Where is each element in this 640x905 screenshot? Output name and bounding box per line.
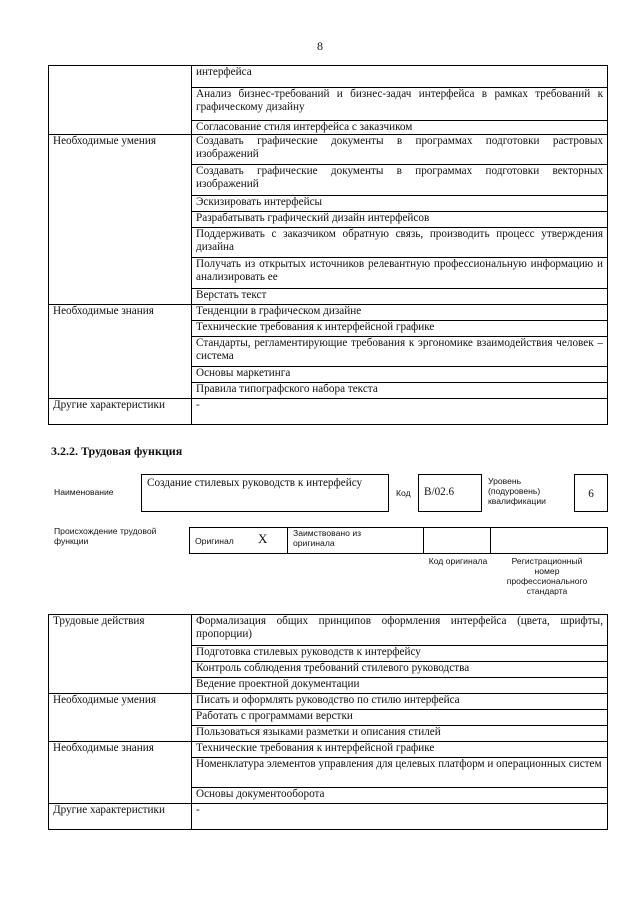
- table-cell: Анализ бизнес-требований и бизнес-задач интерфейса в рамках требований к графическому дизайну: [192, 88, 608, 121]
- level-label: Уровень (подуровень) квалификации: [488, 476, 546, 506]
- table-cell: -: [192, 804, 608, 830]
- code-box: [418, 474, 482, 512]
- row-label: Необходимые умения: [49, 694, 192, 742]
- section-title: 3.2.2. Трудовая функция: [51, 444, 183, 458]
- table-cell: -: [192, 399, 608, 425]
- table-cell: Пользоваться языками разметки и описания стилей: [192, 726, 608, 742]
- table-cell: Создавать графические документы в программах подготовки растровых изображений: [192, 135, 608, 165]
- row-label: Другие характеристики: [49, 399, 192, 425]
- function-name: Создание стилевых руководств к интерфейсу: [147, 477, 363, 489]
- divider: [490, 527, 491, 553]
- table-cell: Контроль соблюдения требований стилевого руководства: [192, 662, 608, 678]
- divider: [287, 527, 288, 553]
- table-cell: Согласование стиля интерфейса с заказчиком: [192, 121, 608, 135]
- table-cell: Получать из открытых источников релевантную профессиональную информацию и анализировать ее: [192, 258, 608, 289]
- level-value: 6: [588, 488, 594, 500]
- original-label: Оригинал: [195, 536, 234, 546]
- code-caption: Код оригинала: [428, 556, 488, 566]
- table-cell: Подготовка стилевых руководств к интерфейсу: [192, 646, 608, 662]
- table-cell: Разрабатывать графический дизайн интерфейсов: [192, 212, 608, 228]
- row-label: Необходимые умения: [49, 135, 192, 305]
- table-cell: интерфейса: [192, 66, 608, 88]
- name-box: [141, 474, 389, 512]
- table-cell: Формализация общих принципов оформления интерфейса (цвета, шрифты, пропорции): [192, 615, 608, 646]
- table-cell: Правила типографского набора текста: [192, 383, 608, 399]
- divider: [423, 527, 424, 553]
- table-cell: Эскизировать интерфейсы: [192, 196, 608, 212]
- registration-caption: Регистрационный номер профессионального стандарта: [506, 556, 588, 596]
- table-cell: Основы документооборота: [192, 788, 608, 804]
- origin-label: Происхождение трудовой функции: [54, 526, 157, 546]
- labor-function-table: [48, 614, 608, 830]
- table-cell: Создавать графические документы в программах подготовки векторных изображений: [192, 165, 608, 196]
- borrowed-label: Заимствовано из оригинала: [293, 528, 362, 548]
- row-label: Другие характеристики: [49, 804, 192, 830]
- table-cell: Технические требования к интерфейсной графике: [192, 742, 608, 758]
- row-label: [49, 66, 192, 135]
- code-value: B/02.6: [424, 486, 455, 498]
- table-cell: Технические требования к интерфейсной графике: [192, 321, 608, 337]
- table-cell: Верстать текст: [192, 289, 608, 305]
- name-label: Наименование: [54, 487, 114, 497]
- table-cell: Писать и оформлять руководство по стилю интерфейса: [192, 694, 608, 710]
- row-label: Необходимые знания: [49, 305, 192, 399]
- table-cell: Номенклатура элементов управления для целевых платформ и операционных систем: [192, 758, 608, 788]
- table-cell: Поддерживать с заказчиком обратную связь, производить процесс утверждения дизайна: [192, 228, 608, 258]
- table-cell: Основы маркетинга: [192, 367, 608, 383]
- table-cell: Работать с программами верстки: [192, 710, 608, 726]
- code-label: Код: [396, 488, 411, 498]
- table-cell: Ведение проектной документации: [192, 678, 608, 694]
- row-label: Трудовые действия: [49, 615, 192, 694]
- page-number: 8: [317, 39, 323, 53]
- level-box: [574, 474, 608, 512]
- row-label: Необходимые знания: [49, 742, 192, 804]
- requirements-table-continued: [48, 65, 608, 425]
- table-cell: Тенденции в графическом дизайне: [192, 305, 608, 321]
- table-cell: Стандарты, регламентирующие требования к эргономике взаимодействия человек – система: [192, 337, 608, 367]
- original-mark: X: [258, 531, 268, 546]
